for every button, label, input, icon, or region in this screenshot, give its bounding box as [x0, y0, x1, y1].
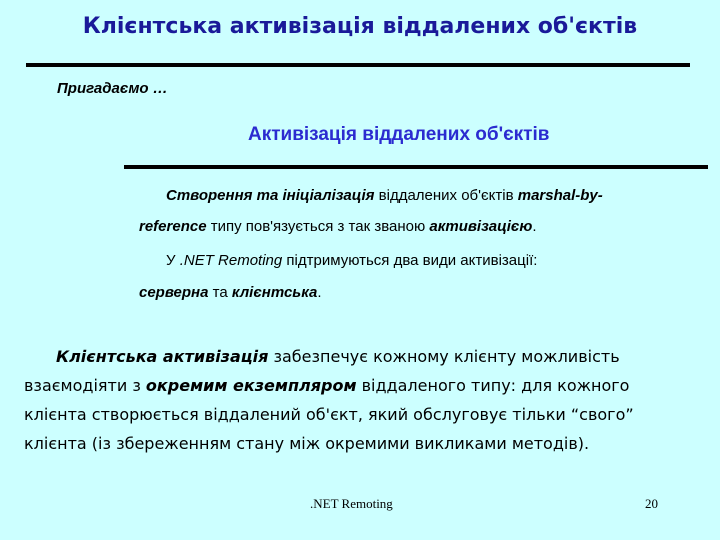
page-number: 20 [645, 496, 658, 511]
main-paragraph: Клієнтська активізація забезпечує кожному клієнту можливість взаємодіяти з окремим екземпляром віддаленого типу: для кожного клієнта створюється віддалений об'єкт, який обслуговує тільки “свого” клієнта (із збереженням стану між окремими викликами методів). [24, 347, 634, 453]
term-client: клієнтська [231, 284, 318, 301]
term-activation: активізацією [429, 218, 533, 235]
embedded-line-4: серверна та клієнтська. [139, 284, 322, 301]
term-separate-instance: окремим екземпляром [145, 376, 357, 395]
footer-text: .NET Remoting [310, 496, 393, 511]
embedded-line-3: У .NET Remoting підтримуються два види активізації: [166, 252, 538, 269]
term-server: серверна [139, 284, 209, 301]
embedded-line-2: reference типу пов'язується з так званою активізацією. [139, 218, 537, 235]
term-marshal: marshal-by- [517, 187, 603, 204]
term-reference: reference [139, 218, 207, 235]
embedded-divider [124, 165, 708, 169]
recall-label: Пригадаємо … [57, 80, 168, 97]
embedded-subtitle: Активізація віддалених об'єктів [248, 124, 550, 145]
term-client-activation: Клієнтська активізація [56, 347, 269, 366]
slide-title: Клієнтська активізація віддалених об'єктів [82, 14, 638, 39]
embedded-line-1: Створення та ініціалізація віддалених об'єктів marshal-by- [166, 187, 603, 204]
title-divider [26, 63, 690, 67]
term-net-remoting: .NET Remoting [179, 252, 283, 269]
term-creation: Створення та ініціалізація [166, 187, 375, 204]
